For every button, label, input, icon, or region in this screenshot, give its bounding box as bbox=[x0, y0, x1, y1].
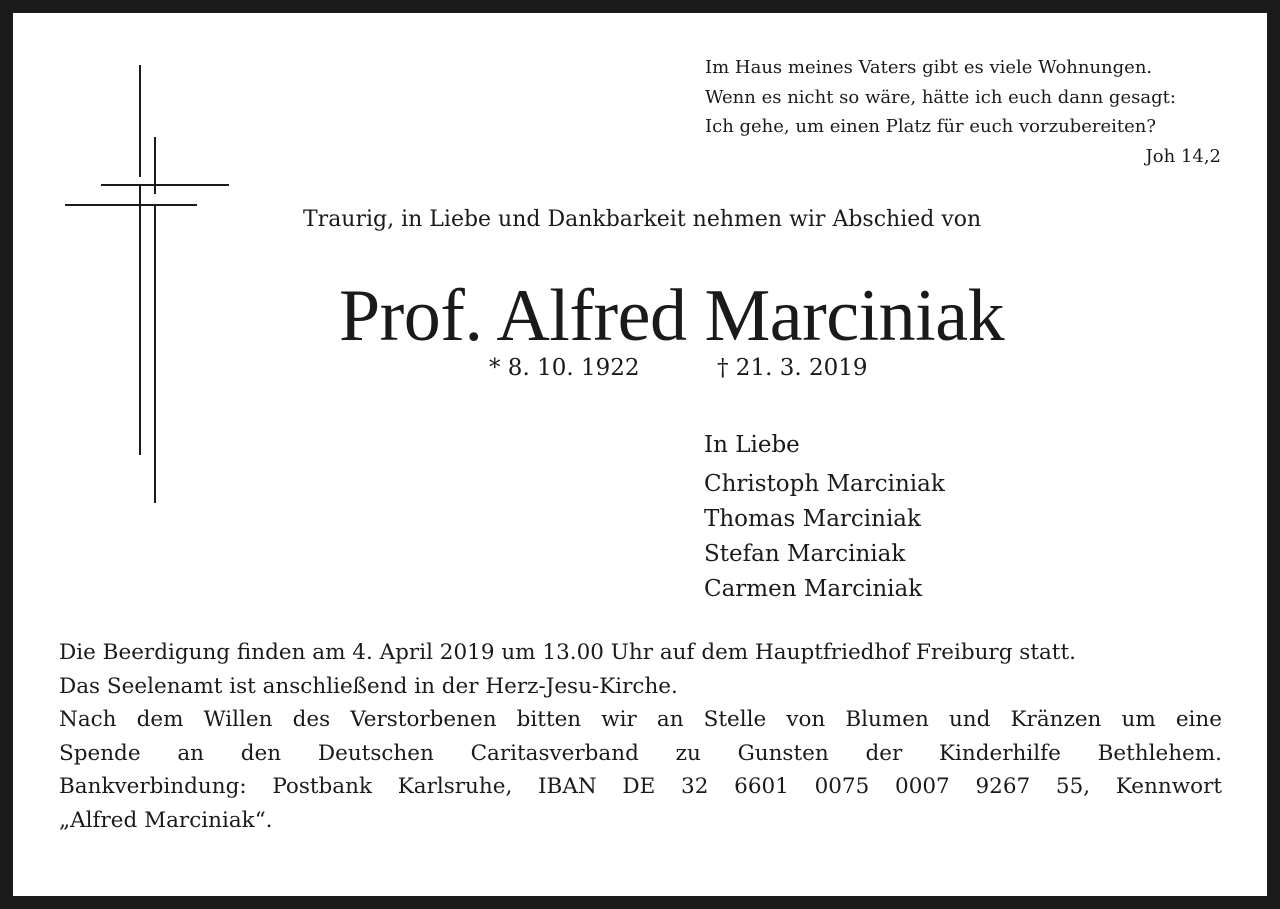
family-member: Thomas Marciniak bbox=[704, 506, 921, 532]
notice-line: Nach dem Willen des Verstorbenen bitten wir an Stelle von Blumen und Kränzen um eine bbox=[59, 707, 1222, 732]
notice-line: Die Beerdigung finden am 4. April 2019 um 13.00 Uhr auf dem Hauptfriedhof Freiburg statt. bbox=[59, 640, 1076, 665]
death-date: † 21. 3. 2019 bbox=[717, 355, 868, 381]
obituary-notice bbox=[13, 13, 1267, 896]
deceased-name: Prof. Alfred Marciniak bbox=[339, 275, 1005, 357]
bible-quote-line: Wenn es nicht so wäre, hätte ich euch dann gesagt: bbox=[705, 86, 1176, 108]
bible-quote bbox=[705, 53, 1221, 171]
notice-line: Spende an den Deutschen Caritasverband zu Gunsten der Kinderhilfe Bethlehem. bbox=[59, 740, 1222, 766]
double-cross-icon bbox=[13, 13, 253, 533]
family-member: Christoph Marciniak bbox=[704, 471, 945, 497]
notice-line: Das Seelenamt ist anschließend in der Herz-Jesu-Kirche. bbox=[59, 673, 678, 699]
bible-quote-line: Im Haus meines Vaters gibt es viele Wohnungen. bbox=[705, 57, 1153, 78]
notice-line: Bankverbindung: Postbank Karlsruhe, IBAN DE 32 6601 0075 0007 9267 55, Kennwort bbox=[59, 774, 1222, 799]
family-heading: In Liebe bbox=[704, 432, 800, 458]
funeral-notice bbox=[59, 636, 1222, 837]
family-signatures bbox=[704, 431, 945, 607]
notice-line: „Alfred Marciniak“. bbox=[59, 807, 273, 833]
farewell-intro: Traurig, in Liebe und Dankbarkeit nehmen wir Abschied von bbox=[303, 207, 982, 232]
bible-reference: Joh 14,2 bbox=[1145, 145, 1221, 167]
birth-date: * 8. 10. 1922 bbox=[489, 355, 640, 381]
family-member: Carmen Marciniak bbox=[704, 576, 923, 602]
bible-quote-line: Ich gehe, um einen Platz für euch vorzubereiten? bbox=[705, 116, 1156, 137]
family-member: Stefan Marciniak bbox=[704, 541, 906, 567]
